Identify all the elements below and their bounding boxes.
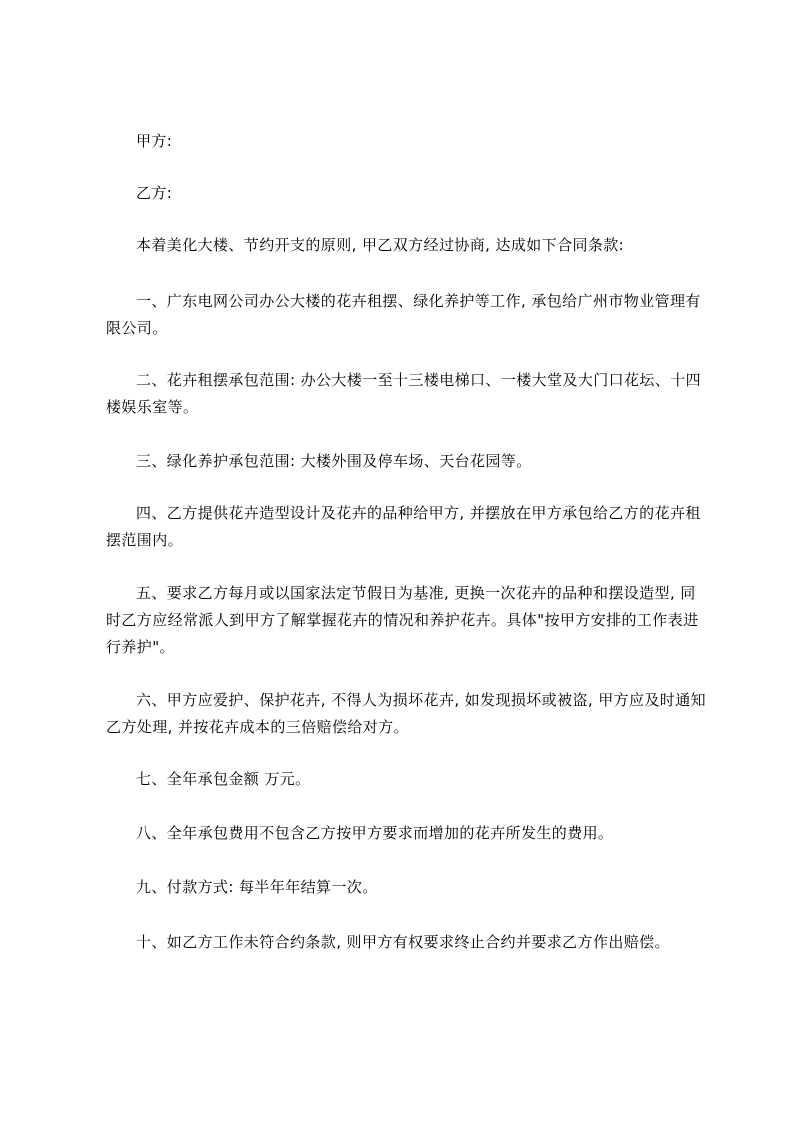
party-a-line: 甲方: [136,132,173,150]
clause-5: 五、要求乙方每月或以国家法定节假日为基准, 更换一次花卉的品种和摆设造型, 同时乙方应经常派人到甲方了解掌握花卉的情况和养护花卉。具体"按甲方安排的工作表进行养护"。 [106,584,699,656]
clause-4: 四、乙方提供花卉造型设计及花卉的品种给甲方, 并摆放在甲方承包给乙方的花卉租摆范围内。 [106,504,701,549]
clause-8: 八、全年承包费用不包含乙方按甲方要求而增加的花卉所发生的费用。 [136,824,614,842]
clause-1: 一、广东电网公司办公大楼的花卉租摆、绿化养护等工作, 承包给广州市物业管理有限公司。 [106,292,701,337]
clause-6: 六、甲方应爱护、保护花卉, 不得人为损坏花卉, 如发现损坏或被盗, 甲方应及时通知乙方处理, 并按花卉成本的三倍赔偿给对方。 [106,691,707,736]
clause-10: 十、如乙方工作未符合约条款, 则甲方有权要求终止合约并要求乙方作出赔偿。 [136,933,670,951]
preamble-paragraph: 本着美化大楼、节约开支的原则, 甲乙双方经过协商, 达成如下合同条款: [136,236,625,254]
clause-3: 三、绿化养护承包范围: 大楼外围及停车场、天台花园等。 [136,452,532,470]
clause-7: 七、全年承包金额 万元。 [136,770,311,788]
party-b-line: 乙方: [136,184,173,202]
clause-2: 二、花卉租摆承包范围: 办公大楼一至十三楼电梯口、一楼大堂及大门口花坛、十四楼娱乐室等。 [106,371,702,416]
clause-9: 九、付款方式: 每半年年结算一次。 [136,878,378,896]
